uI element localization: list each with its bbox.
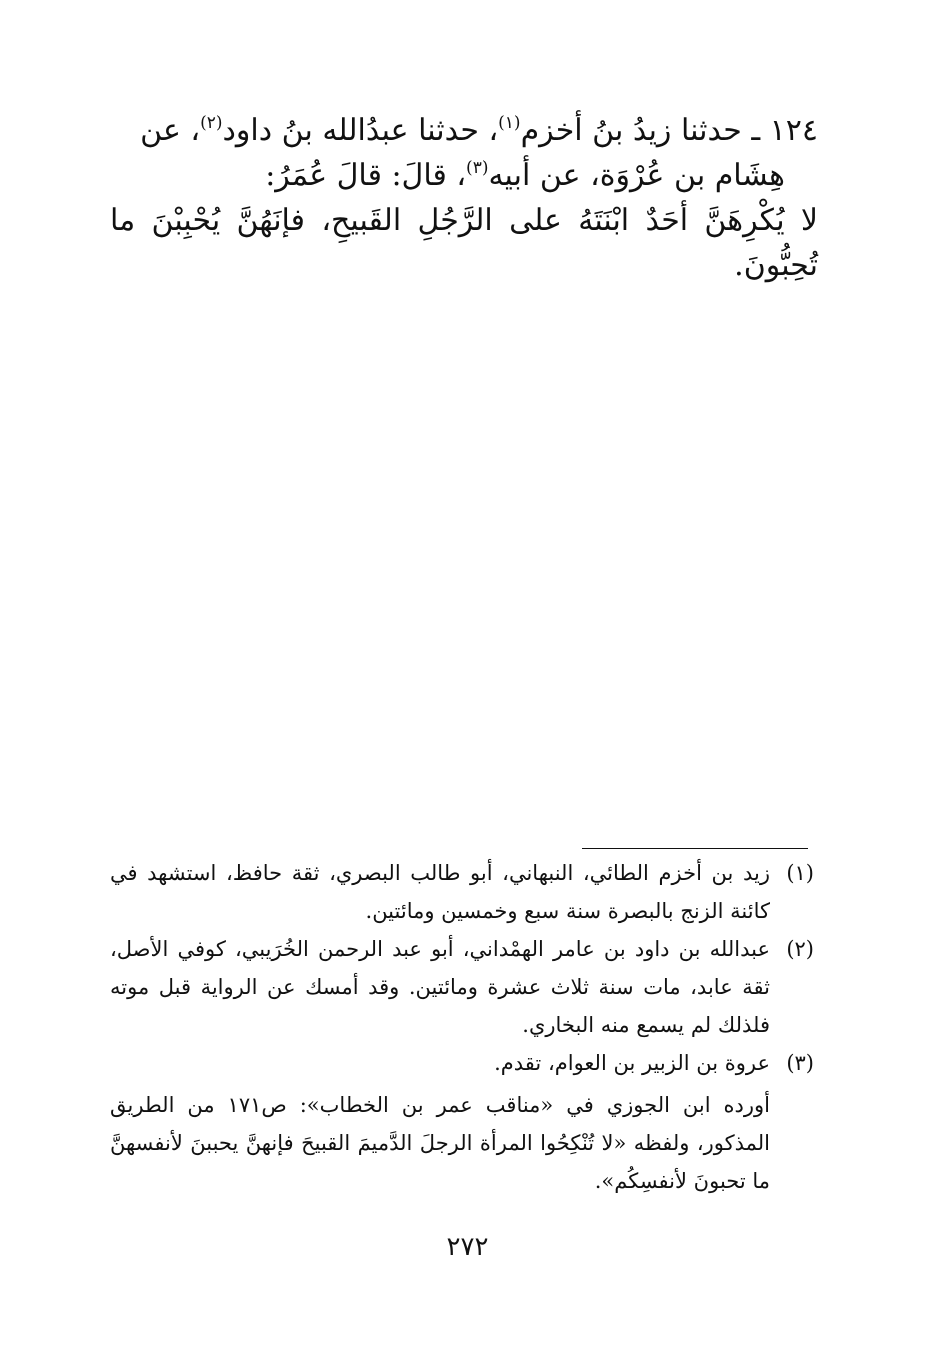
hadith-line-2 [110,153,818,198]
footnote-text: زيد بن أخزم الطائي، النبهاني، أبو طالب البصري، ثقة حافظ، استشهد في كائنة الزنج بالبصرة سنة سبع وخمسين ومائتين. [110,861,770,923]
hadith-attribution: ، قالَ: قالَ عُمَرُ: [265,158,467,193]
footnote-separator [582,848,808,849]
hadith-isnad-middle: ، حدثنا عبدُالله بنُ داود [222,113,499,148]
footnotes [110,854,814,1200]
footnote-number: (٣) [786,1051,814,1075]
page-number: ٢٧٢ [446,1232,489,1262]
hadith-isnad-end: ، عن [140,113,201,148]
footnote-ref-2: (٢) [200,113,223,133]
hadith-line-1 [110,108,818,153]
footnote-2 [110,930,814,1044]
footnote-3 [110,1044,814,1082]
footnote-1 [110,854,814,930]
footnote-text: عبدالله بن داود بن عامر الهمْداني، أبو عبد الرحمن الخُرَيبي، كوفي الأصل، ثقة عابد، مات سنة ثلاث عشرة ومائتين. وقد أمسك عن الرواية قبل موته فلذلك لم يسمع منه البخاري. [110,937,770,1037]
hadith-text [110,108,818,288]
footnote-number: (٢) [786,937,814,961]
footnote-ref-1: (١) [498,113,521,133]
takhrij-note: أورده ابن الجوزي في «مناقب عمر بن الخطاب»: ص١٧١ من الطريق المذكور، ولفظه «لا تُنْكِحُوا المرأة الرجلَ الدَّميمَ القبيحَ فإنهنَّ يحببنَ لأنفسهنَّ ما تحبونَ لأنفسِكُم». [110,1093,770,1193]
hadith-isnad-start: ١٢٤ ـ حدثنا زيدُ بنُ أخزم [520,113,818,148]
hadith-matn: لا يُكْرِهَنَّ أحَدٌ ابْنَتَهُ على الرَّجُلِ القَبيحِ، فإنَهُنَّ يُحْبِبْنَ ما تُحِبُّونَ. [110,203,818,283]
hadith-isnad-continued: هِشَام بن عُرْوَة، عن أبيه [488,158,785,193]
footnote-number: (١) [786,861,814,885]
footnote-text: عروة بن الزبير بن العوام، تقدم. [494,1051,770,1075]
footnote-ref-3: (٣) [466,158,489,178]
